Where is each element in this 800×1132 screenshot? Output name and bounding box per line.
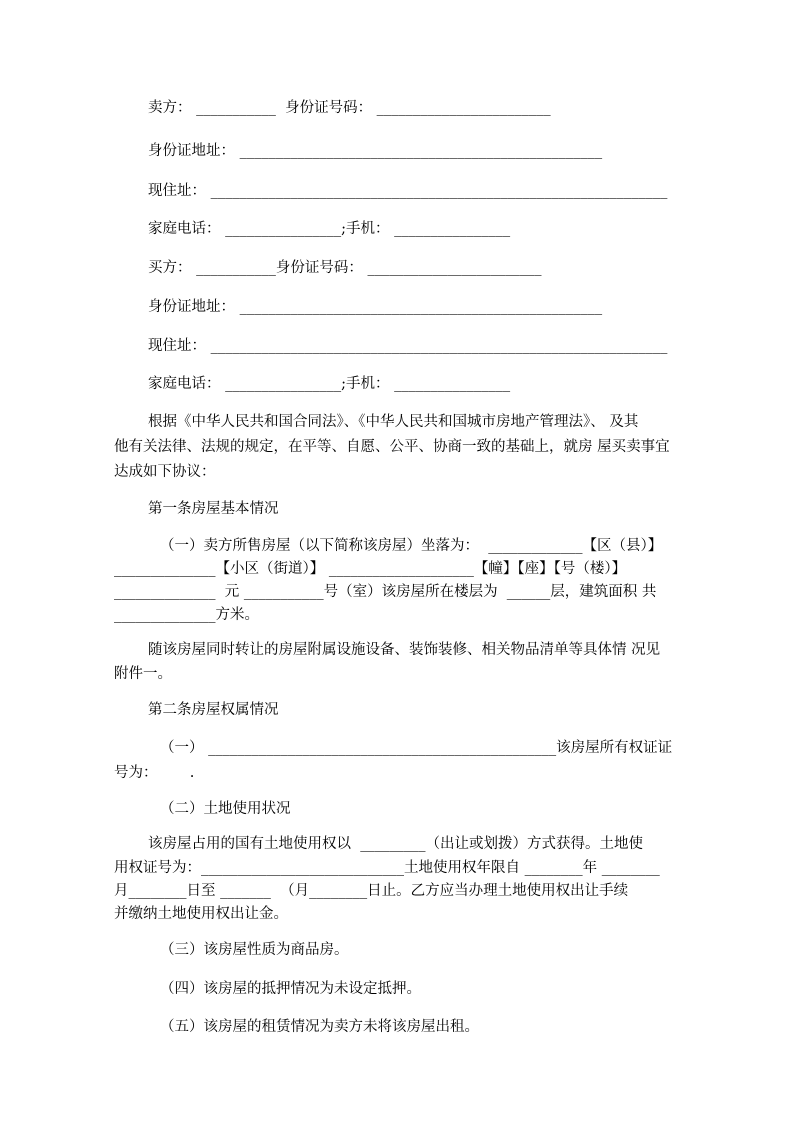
article2-item4: （四）该房屋的抵押情况为未设定抵押。	[160, 981, 421, 997]
seller-current-address-line: 现住址： _______________________________________________________________	[148, 183, 668, 199]
preamble-line: 他有关法律、法规的规定，在平等、自愿、公平、协商一致的基础上，就房 屋买卖事宜	[114, 439, 670, 455]
article1-note-line: 随该房屋同时转让的房屋附属设施设备、装饰装修、相关物品清单等具体情 况见	[148, 642, 661, 658]
buyer-id-address-line: 身份证地址： __________________________________________________	[148, 299, 603, 315]
seller-phone-line: 家庭电话： ________________;手机： ________________	[148, 221, 511, 237]
article2-item1-line: 号为： .	[114, 765, 195, 781]
article1-item1-line: ______________方米。	[114, 607, 259, 623]
article1-item1-line: ______________ 元 ___________号（室）该房屋所在楼层为 ______层，建筑面积 共	[114, 584, 657, 600]
article2-item3: （三）该房屋性质为商品房。	[160, 942, 349, 958]
article1-note-line: 附件一。	[114, 666, 172, 682]
preamble-line: 达成如下协议：	[114, 464, 216, 480]
buyer-phone-line: 家庭电话： ________________;手机： ________________	[148, 376, 511, 392]
article2-item2-heading: （二）土地使用状况	[160, 801, 291, 817]
article2-item5: （五）该房屋的租赁情况为卖方未将该房屋出租。	[160, 1019, 479, 1035]
article2-item2-line: 该房屋占用的国有土地使用权以 _________（出让或划拨）方式获得。土地使	[148, 836, 643, 852]
buyer-current-address-line: 现住址： _______________________________________________________________	[148, 338, 668, 354]
article2-heading: 第二条房屋权属情况	[148, 702, 279, 718]
article1-item1-line: （一）卖方所售房屋（以下简称该房屋）坐落为： _____________【区（县）】	[160, 538, 663, 554]
article1-item1-line: ______________【小区（街道）】 ____________________【幢】【座】【号（楼）】	[114, 561, 627, 577]
article2-item2-line: 并缴纳土地使用权出让金。	[114, 906, 288, 922]
article2-item2-line: 月________日至 _______ （月________日止。乙方应当办理土地使用权出让手续	[114, 883, 629, 899]
article2-item2-line: 用权证号为：____________________________土地使用权年限自 ________年 ________	[114, 860, 660, 876]
buyer-line: 买方： ___________身份证号码： ________________________	[148, 260, 542, 276]
seller-id-address-line: 身份证地址： __________________________________________________	[148, 143, 603, 159]
article1-heading: 第一条房屋基本情况	[148, 501, 279, 517]
article2-item1-line: （一） ________________________________________________该房屋所有权证证	[160, 740, 673, 756]
preamble-line: 根据《中华人民共和国合同法》、《中华人民共和国城市房地产管理法》、 及其	[148, 414, 639, 430]
seller-line: 卖方： ___________ 身份证号码： ________________________	[148, 100, 551, 116]
